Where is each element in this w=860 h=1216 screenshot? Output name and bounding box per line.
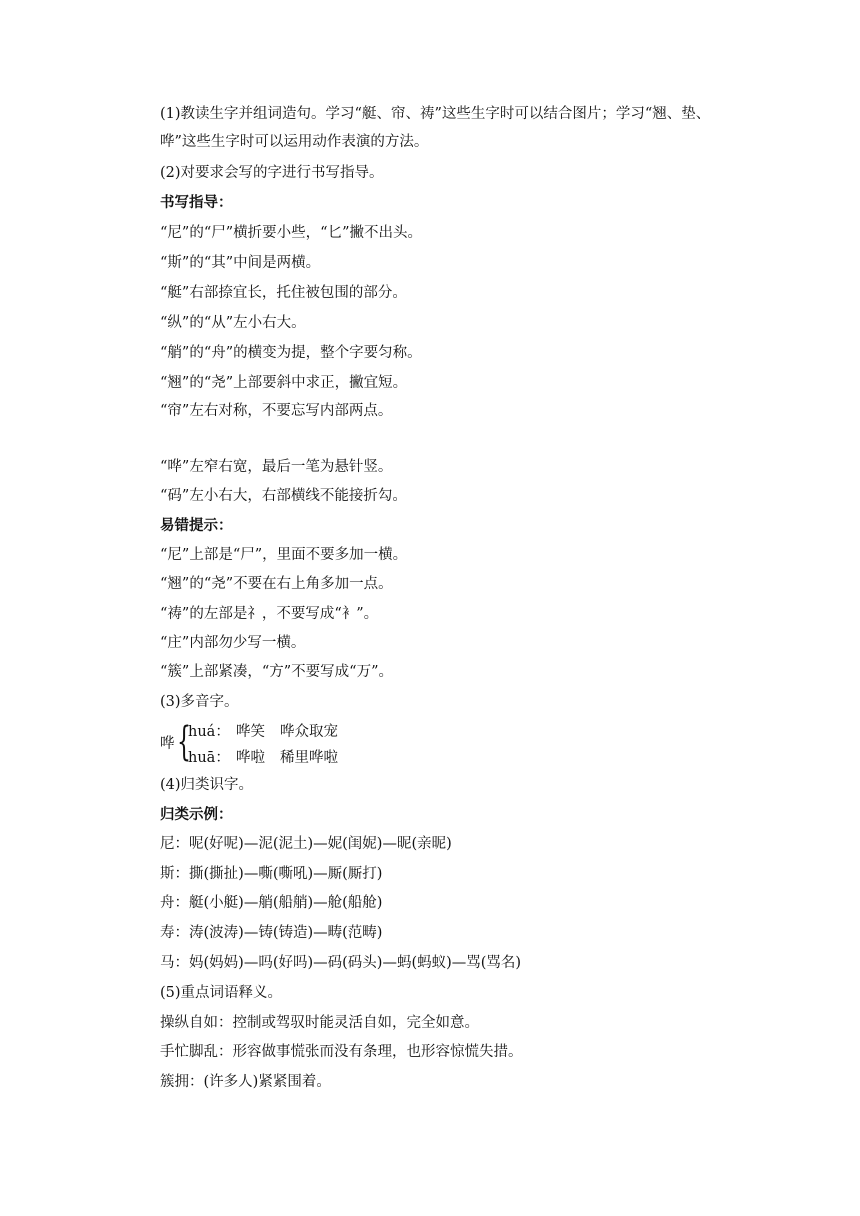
error-tip-3: “祷”的左部是礻，不要写成“衤”。: [160, 606, 379, 622]
pinyin-1: huá：: [188, 724, 230, 740]
polyphone-reading-1: [188, 720, 338, 741]
error-tip-4: “庄”内部勿少写一横。: [160, 635, 306, 651]
polyphone-char: 哗: [160, 736, 175, 752]
paragraph-3: (3)多音字。: [160, 694, 239, 710]
writing-tip-9: “码”左小右大，右部横线不能接折勾。: [160, 488, 407, 504]
writing-tip-6: “翘”的“尧”上部要斜中求正，撇宜短。: [160, 375, 408, 391]
polyphone-reading-2: [188, 746, 338, 767]
error-tip-2: “翘”的“尧”不要在右上角多加一点。: [160, 576, 393, 592]
writing-tip-2: “斯”的“其”中间是两横。: [160, 255, 321, 271]
category-3: 舟：艇(小艇)—艄(船艄)—舱(船舱): [160, 895, 383, 911]
reading-1-word-2: 哗众取宠: [280, 724, 338, 740]
reading-1-word-1: 哗笑: [236, 724, 265, 740]
writing-tip-5: “艄”的“舟”的横变为提，整个字要匀称。: [160, 345, 422, 361]
reading-2-word-2: 稀里哗啦: [280, 750, 338, 766]
error-tip-5: “簇”上部紧凑，“方”不要写成“万”。: [160, 664, 393, 680]
definition-2: 手忙脚乱：形容做事慌张而没有条理，也形容惊慌失措。: [160, 1044, 523, 1060]
paragraph-2: (2)对要求会写的字进行书写指导。: [160, 165, 384, 181]
reading-2-word-1: 哗啦: [236, 750, 265, 766]
pinyin-2: huā：: [188, 750, 230, 766]
writing-tip-1: “尼”的“尸”横折要小些，“匕”撇不出头。: [160, 225, 422, 241]
category-5: 马：妈(妈妈)—吗(好吗)—码(码头)—蚂(蚂蚁)—骂(骂名): [160, 955, 522, 971]
category-4: 寿：涛(波涛)—铸(铸造)—畴(范畴): [160, 925, 383, 941]
heading-error-tips: 易错提示：: [160, 518, 233, 534]
brace-icon: {: [177, 719, 191, 765]
definition-1: 操纵自如：控制或驾驭时能灵活自如，完全如意。: [160, 1015, 479, 1031]
writing-tip-7: “帘”左右对称，不要忘写内部两点。: [160, 403, 393, 419]
category-2: 斯：撕(撕扯)—嘶(嘶吼)—厮(厮打): [160, 866, 383, 882]
category-1: 尼：呢(好呢)—泥(泥土)—妮(闺妮)—昵(亲昵): [160, 836, 452, 852]
writing-tip-4: “纵”的“从”左小右大。: [160, 315, 306, 331]
error-tip-1: “尼”上部是“尸”，里面不要多加一横。: [160, 547, 408, 563]
paragraph-5: (5)重点词语释义。: [160, 985, 283, 1001]
heading-examples: 归类示例：: [160, 807, 233, 823]
definition-3: 簇拥：(许多人)紧紧围着。: [160, 1074, 331, 1090]
heading-writing-guide: 书写指导：: [160, 195, 233, 211]
paragraph-1: [160, 100, 730, 156]
paragraph-1-text: (1)教读生字并组词造句。学习“艇、帘、祷”这些生字时可以结合图片；学习“翘、垫、哗”这些生字时可以运用动作表演的方法。: [160, 106, 711, 150]
writing-tip-8: “哗”左窄右宽，最后一笔为悬针竖。: [160, 459, 393, 475]
paragraph-4: (4)归类识字。: [160, 777, 254, 793]
writing-tip-3: “艇”右部捺宜长，托住被包围的部分。: [160, 285, 407, 301]
